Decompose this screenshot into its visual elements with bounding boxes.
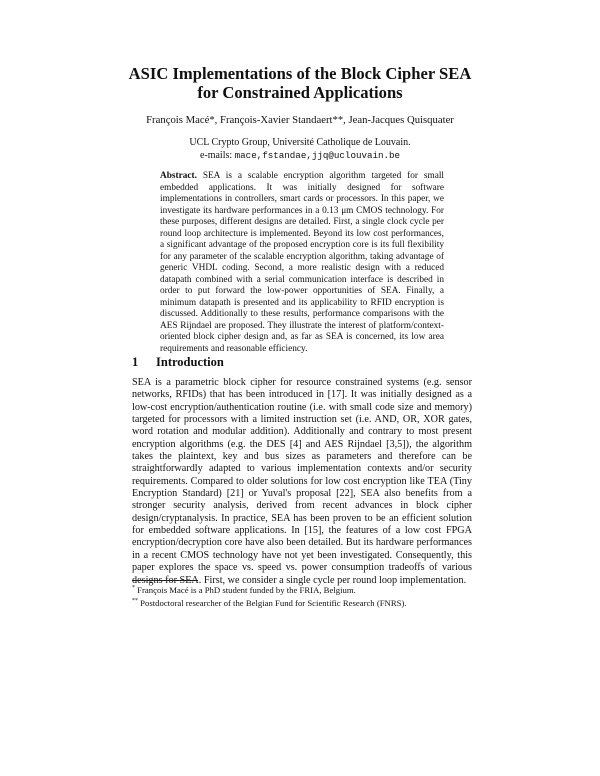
footnote-1 bbox=[132, 583, 482, 596]
title-line-2: for Constrained Applications bbox=[197, 83, 403, 102]
email-addresses: mace,fstandae,jjq@uclouvain.be bbox=[234, 150, 401, 161]
footnote-2-mark: ** bbox=[132, 597, 138, 604]
affiliation: UCL Crypto Group, Université Catholique de Louvain. bbox=[189, 137, 411, 148]
introduction-paragraph: SEA is a parametric block cipher for resource constrained systems (e.g. sensor networks, RFIDs) that has been introduced in [17]. It was initially designed as a low-cost encryption/authentication routine (i.e. with small code size and memory) targeted for processors with a limited instruction set (i.e. AND, OR, XOR gates, word rotation and modular addition). Additionally and contrary to most present encryption algorithms (e.g. the DES [4] and AES Rijndael [3,5]), the algorithm takes the plaintext, key and bus sizes as parameters and therefore can be straightforwardly adapted to various implementation contexts and/or security requirements. Compared to older solutions for low cost encryption like TEA (Tiny Encryption Standard) [21] or Yuval's proposal [22], SEA also benefits from a stronger security analysis, derived from recent advances in block cipher design/cryptanalysis. In practice, SEA has been proven to be an efficient solution for embedded software applications. In [15], the features of a low cost FPGA encryption/decryption core have also been detailed. But its hardware performances in a recent CMOS technology have not yet been investigated. Consequently, this paper explores the space vs. speed vs. power consumption tradeoffs of various designs for SEA. First, we consider a single cycle per round loop implementation. bbox=[132, 377, 472, 586]
footnote-1-mark: * bbox=[132, 585, 135, 591]
section-title: Introduction bbox=[156, 355, 224, 369]
abstract-text: SEA is a scalable encryption algorithm targeted for small embedded applications. It was initially designed for software implementations in controllers, smart cards or processors. In this paper, we investigate its hardware performances in a 0.13 μm CMOS technology. For these purposes, different designs are detailed. First, a single clock cycle per round loop architecture is implemented. Beyond its low cost performances, a significant advantage of the proposed encryption core is its full flexibility for any parameter of the scalable encryption algorithm, taking advantage of generic VHDL coding. Second, a more realistic design with a reduced datapath combined with a serial communication interface is described in order to put forward the low-power opportunities of SEA. Finally, a minimum datapath is presented and its applicability to RFID encryption is discussed. Additionally to these results, performance comparisons with the AES Rijndael are proposed. They illustrate the interest of platform/context-oriented block cipher design and, as far as SEA is concerned, its low area requirements and reasonable efficiency. bbox=[160, 171, 444, 354]
footnote-divider bbox=[132, 580, 198, 581]
paper-title bbox=[60, 64, 540, 102]
title-line-1: ASIC Implementations of the Block Cipher SEA bbox=[128, 64, 472, 83]
footnote-2 bbox=[132, 596, 482, 609]
abstract bbox=[160, 171, 444, 355]
abstract-label: Abstract. bbox=[160, 171, 197, 181]
footnotes bbox=[132, 583, 482, 609]
footnote-1-text: François Macé is a PhD student funded by the FRIA, Belgium. bbox=[137, 584, 356, 595]
email-line bbox=[60, 150, 540, 162]
emails-label: e-mails: bbox=[199, 150, 233, 161]
section-number: 1 bbox=[132, 355, 139, 369]
footnote-2-text: Postdoctoral researcher of the Belgian Fund for Scientific Research (FNRS). bbox=[140, 597, 407, 608]
section-heading bbox=[132, 355, 224, 370]
author-list: François Macé*, François-Xavier Standaert**, Jean-Jacques Quisquater bbox=[146, 114, 454, 126]
